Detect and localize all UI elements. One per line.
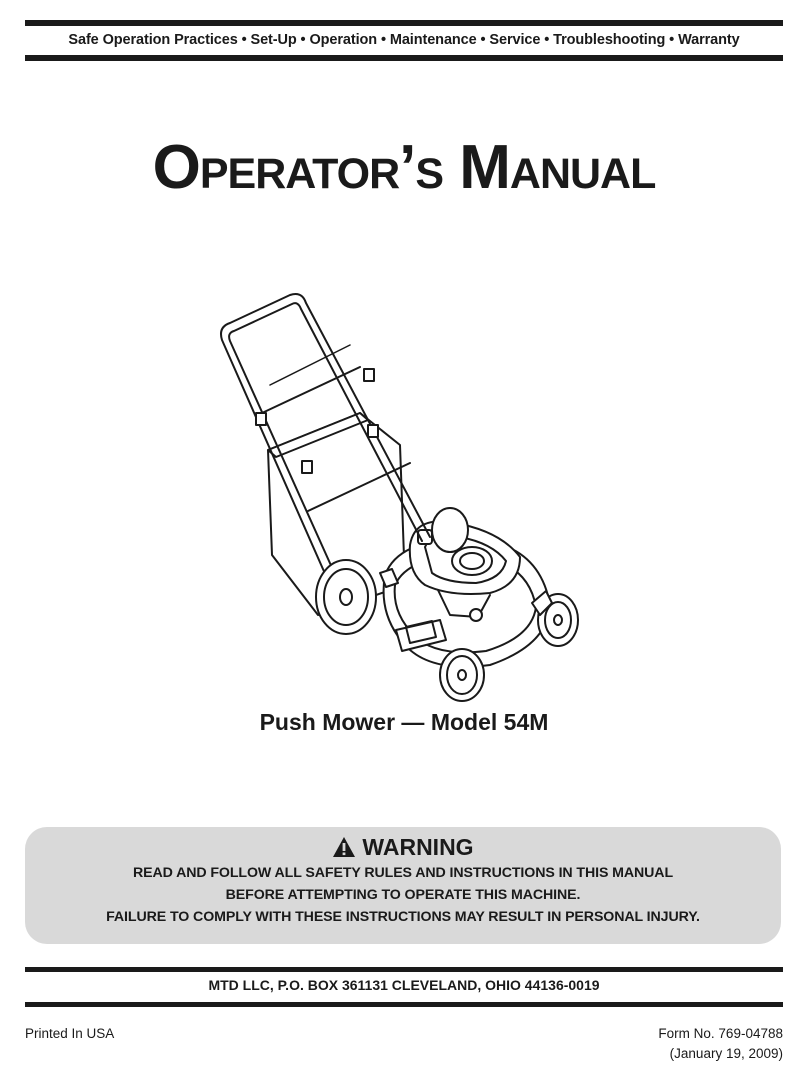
warning-line: BEFORE ATTEMPTING TO OPERATE THIS MACHINE.: [225, 887, 581, 903]
form-number: Form No. 769-04788: [658, 1026, 783, 1041]
warning-line: FAILURE TO COMPLY WITH THESE INSTRUCTIONS MAY RESULT IN PERSONAL INJURY.: [106, 909, 700, 925]
company-address: MTD LLC, P.O. BOX 361131 CLEVELAND, OHIO 44136-0019: [208, 977, 600, 993]
warning-line: READ AND FOLLOW ALL SAFETY RULES AND INSTRUCTIONS IN THIS MANUAL: [132, 865, 674, 881]
warning-box: [25, 827, 781, 944]
warning-heading-row: [25, 832, 781, 862]
nav-bottom-rule: [25, 55, 783, 61]
push-mower-illustration: [210, 285, 600, 705]
model-subtitle: Push Mower — Model 54M: [259, 709, 549, 735]
form-number-block: [658, 1024, 783, 1064]
warning-triangle-icon: [332, 836, 356, 858]
top-rule: [25, 20, 783, 26]
footer-bottom-rule: [25, 1002, 783, 1007]
page-title: Operator’s Manual: [152, 133, 656, 202]
form-date: (January 19, 2009): [669, 1046, 783, 1061]
printed-in-label: Printed In USA: [25, 1026, 115, 1041]
footer-top-rule: [25, 967, 783, 972]
warning-heading: WARNING: [362, 834, 474, 860]
section-nav-line: Safe Operation Practices • Set-Up • Operation • Maintenance • Service • Troubleshooting • Warranty: [68, 32, 740, 48]
